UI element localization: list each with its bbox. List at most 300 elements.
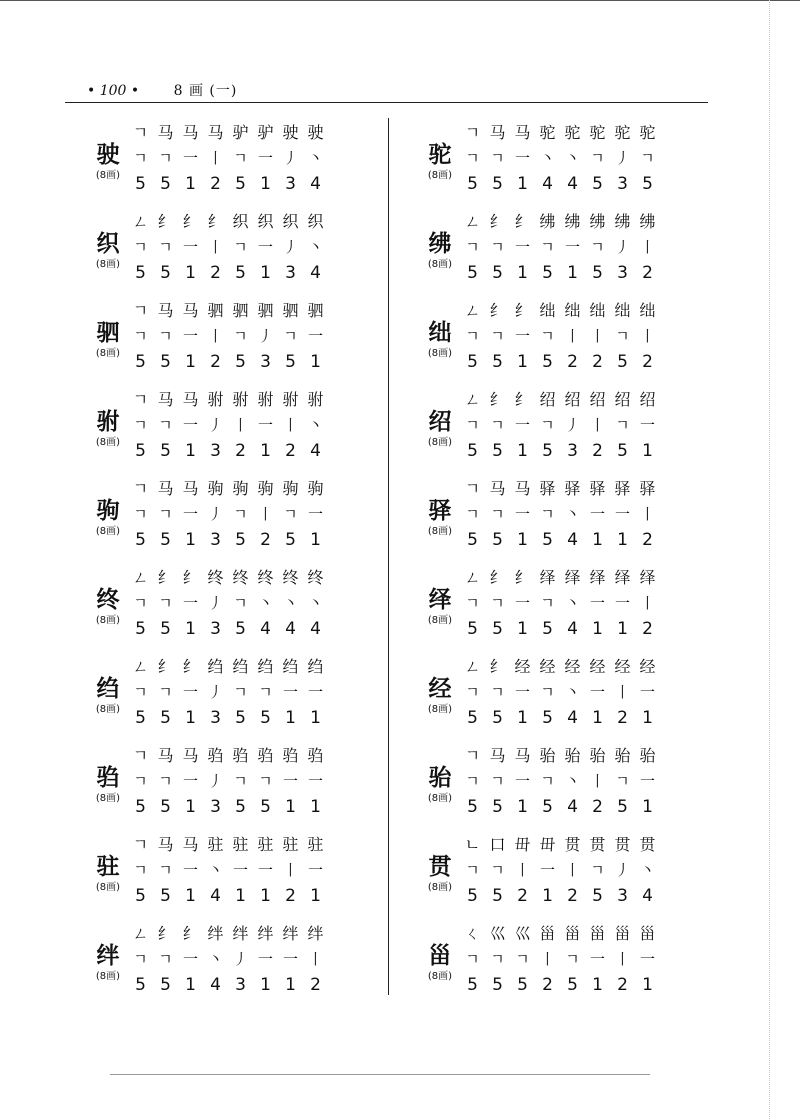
entry-character: 绌 [428, 319, 452, 346]
stroke-code: 5 [467, 174, 478, 194]
stroke-code: 1 [517, 263, 528, 283]
stroke-order-form: ㄥ [132, 568, 149, 587]
strokes-row [460, 680, 660, 704]
stroke-count-label: (8画) [427, 615, 453, 626]
stroke-order-form: 经 [514, 657, 531, 676]
stroke-symbol: 一 [589, 683, 605, 701]
stroke-code: 3 [567, 441, 578, 461]
stroke-symbol: ㄱ [133, 505, 148, 523]
stroke-order-form: 甾 [614, 924, 631, 943]
stroke-order-form: 驹 [207, 479, 224, 498]
stroke-order-form: 绍 [589, 390, 606, 409]
stroke-code: 3 [260, 352, 271, 372]
stroke-code: 5 [235, 530, 246, 550]
stroke-order-form: 驻 [257, 835, 274, 854]
forms-row [128, 565, 328, 591]
stroke-symbol: 丿 [207, 505, 223, 523]
stroke-code: 4 [210, 886, 221, 906]
entry-character: 驺 [96, 764, 120, 791]
stroke-code: 5 [492, 174, 503, 194]
stroke-order-form: 织 [232, 212, 249, 231]
stroke-symbol: ㄱ [133, 149, 148, 167]
stroke-symbol: ㄱ [490, 149, 505, 167]
entry-character: 驻 [96, 853, 120, 880]
stroke-code: 1 [642, 441, 653, 461]
stroke-code: 1 [542, 886, 553, 906]
stroke-symbol: ㄱ [233, 772, 248, 790]
stroke-code: 1 [260, 886, 271, 906]
stroke-symbol: ㄱ [233, 238, 248, 256]
stroke-order-form: 驼 [564, 123, 581, 142]
stroke-order-form: 驿 [564, 479, 581, 498]
stroke-order-form: 驺 [232, 746, 249, 765]
stroke-order-form: 绋 [539, 212, 556, 231]
stroke-count-label: (8画) [95, 704, 121, 715]
stroke-symbol: ㄱ [465, 861, 480, 879]
character-entry [420, 298, 750, 386]
entry-character: 骀 [428, 764, 452, 791]
strokes-row [460, 324, 660, 348]
stroke-order-form: ㄱ [464, 479, 481, 498]
stroke-order-form: 贯 [589, 835, 606, 854]
stroke-symbol: 丨 [589, 416, 605, 434]
stroke-symbol: 一 [639, 416, 655, 434]
stroke-code: 3 [285, 263, 296, 283]
stroke-code: 2 [310, 975, 321, 995]
forms-row [128, 921, 328, 947]
stroke-order-form: 纟 [489, 301, 506, 320]
stroke-code: 5 [160, 708, 171, 728]
stroke-code: 2 [210, 352, 221, 372]
stroke-count-label: (8画) [95, 437, 121, 448]
stroke-order-form: 马 [182, 479, 199, 498]
stroke-symbol: 丨 [639, 505, 655, 523]
stroke-order-form: 驼 [539, 123, 556, 142]
stroke-symbol: ㄱ [233, 327, 248, 345]
stroke-symbol: ㄱ [490, 327, 505, 345]
stroke-code: 1 [642, 797, 653, 817]
stroke-order-form: 绉 [232, 657, 249, 676]
stroke-code: 2 [285, 441, 296, 461]
stroke-code: 4 [567, 708, 578, 728]
stroke-symbol: 丨 [307, 950, 323, 968]
entry-character: 甾 [428, 942, 452, 969]
stroke-code: 5 [235, 797, 246, 817]
stroke-symbol: 一 [589, 505, 605, 523]
stroke-code: 1 [310, 708, 321, 728]
stroke-code: 1 [567, 263, 578, 283]
stroke-symbol: 丨 [639, 327, 655, 345]
stroke-code: 3 [617, 886, 628, 906]
stroke-code: 5 [617, 352, 628, 372]
character-entry [88, 298, 418, 386]
stroke-code: 5 [517, 975, 528, 995]
stroke-code: 1 [260, 975, 271, 995]
stroke-symbol: 一 [514, 594, 530, 612]
stroke-symbol: 一 [589, 594, 605, 612]
stroke-symbol: ㄱ [233, 594, 248, 612]
entry-character: 经 [428, 675, 452, 702]
stroke-code: 1 [642, 708, 653, 728]
codes-row [128, 350, 328, 374]
stroke-order-form: 绍 [639, 390, 656, 409]
stroke-order-form: 驻 [207, 835, 224, 854]
stroke-order-form: 驺 [307, 746, 324, 765]
character-entry [88, 743, 418, 831]
stroke-order-form: 驹 [307, 479, 324, 498]
stroke-code: 1 [592, 708, 603, 728]
stroke-order-form: 绍 [539, 390, 556, 409]
stroke-symbol: ㄱ [490, 505, 505, 523]
stroke-order-form: 纟 [157, 212, 174, 231]
stroke-order-form: 驻 [307, 835, 324, 854]
stroke-order-form: 贯 [614, 835, 631, 854]
forms-row [460, 387, 660, 413]
stroke-symbol: 一 [639, 772, 655, 790]
stroke-count-label: (8画) [427, 170, 453, 181]
stroke-symbol: 丿 [257, 327, 273, 345]
stroke-order-form: 绎 [539, 568, 556, 587]
stroke-order-form: 马 [157, 835, 174, 854]
stroke-order-form: 绉 [307, 657, 324, 676]
stroke-count-label: (8画) [427, 259, 453, 270]
strokes-row [128, 947, 328, 971]
forms-row [128, 832, 328, 858]
stroke-symbol: 丶 [564, 594, 580, 612]
stroke-code: 4 [567, 174, 578, 194]
stroke-symbol: ㄱ [158, 505, 173, 523]
stroke-order-form: ㄱ [132, 479, 149, 498]
character-entry [420, 654, 750, 742]
stroke-code: 5 [235, 263, 246, 283]
stroke-symbol: 丶 [307, 238, 323, 256]
codes-row [460, 528, 660, 552]
stroke-symbol: 丿 [614, 149, 630, 167]
stroke-symbol: ㄱ [465, 327, 480, 345]
stroke-symbol: ㄱ [540, 594, 555, 612]
stroke-code: 5 [260, 797, 271, 817]
stroke-code: 1 [592, 619, 603, 639]
stroke-code: 1 [185, 619, 196, 639]
stroke-code: 4 [567, 530, 578, 550]
stroke-code: 4 [642, 886, 653, 906]
codes-row [128, 795, 328, 819]
stroke-symbol: ㄱ [133, 416, 148, 434]
stroke-symbol: ㄱ [590, 238, 605, 256]
stroke-symbol: 丨 [257, 505, 273, 523]
stroke-code: 1 [517, 797, 528, 817]
stroke-order-form: 绎 [614, 568, 631, 587]
forms-row [128, 298, 328, 324]
forms-row [460, 654, 660, 680]
stroke-code: 4 [260, 619, 271, 639]
strokes-row [128, 146, 328, 170]
stroke-order-form: ㄱ [132, 390, 149, 409]
stroke-code: 5 [542, 708, 553, 728]
stroke-code: 5 [135, 263, 146, 283]
forms-row [460, 209, 660, 235]
stroke-order-form: 巛 [514, 924, 531, 943]
stroke-order-form: ㄑ [464, 924, 481, 943]
stroke-count-label: (8画) [427, 348, 453, 359]
stroke-code: 5 [135, 174, 146, 194]
stroke-symbol: ㄱ [133, 683, 148, 701]
stroke-order-form: 马 [514, 479, 531, 498]
stroke-order-form: 马 [489, 123, 506, 142]
stroke-symbol: ㄱ [133, 861, 148, 879]
character-entry [88, 654, 418, 742]
codes-row [460, 350, 660, 374]
stroke-symbol: 一 [514, 683, 530, 701]
stroke-order-form: ㄥ [464, 568, 481, 587]
stroke-code: 1 [310, 530, 321, 550]
stroke-symbol: 丶 [282, 594, 298, 612]
stroke-code: 1 [260, 263, 271, 283]
forms-row [460, 565, 660, 591]
stroke-symbol: ㄱ [515, 950, 530, 968]
forms-row [460, 832, 660, 858]
stroke-symbol: ㄱ [465, 594, 480, 612]
stroke-code: 2 [642, 352, 653, 372]
stroke-symbol: ㄱ [233, 683, 248, 701]
stroke-order-form: 终 [257, 568, 274, 587]
stroke-symbol: ㄱ [490, 861, 505, 879]
stroke-order-form: 驹 [232, 479, 249, 498]
stroke-code: 5 [542, 797, 553, 817]
forms-row [460, 476, 660, 502]
stroke-code: 1 [517, 530, 528, 550]
stroke-code: 1 [185, 708, 196, 728]
stroke-order-form: ㄥ [132, 212, 149, 231]
stroke-order-form: 甾 [639, 924, 656, 943]
stroke-code: 1 [517, 619, 528, 639]
stroke-symbol: 丶 [307, 594, 323, 612]
codes-row [128, 884, 328, 908]
entry-character: 绍 [428, 408, 452, 435]
stroke-code: 4 [285, 619, 296, 639]
stroke-symbol: 丿 [207, 594, 223, 612]
stroke-code: 5 [135, 352, 146, 372]
stroke-order-form: 终 [232, 568, 249, 587]
stroke-code: 4 [567, 797, 578, 817]
stroke-order-form: 骀 [639, 746, 656, 765]
stroke-order-form: 纟 [489, 657, 506, 676]
stroke-symbol: 丶 [207, 950, 223, 968]
stroke-symbol: 一 [307, 683, 323, 701]
stroke-code: 1 [517, 708, 528, 728]
stroke-symbol: ㄱ [158, 772, 173, 790]
stroke-symbol: ㄱ [590, 149, 605, 167]
stroke-order-form: 绊 [207, 924, 224, 943]
stroke-order-form: 甾 [539, 924, 556, 943]
stroke-order-form: 驻 [232, 835, 249, 854]
stroke-order-form: 纟 [182, 212, 199, 231]
stroke-code: 5 [542, 530, 553, 550]
stroke-code: 5 [160, 441, 171, 461]
stroke-code: 5 [235, 174, 246, 194]
stroke-symbol: 丶 [564, 772, 580, 790]
stroke-code: 2 [542, 975, 553, 995]
stroke-symbol: 丨 [564, 327, 580, 345]
stroke-symbol: 一 [514, 772, 530, 790]
stroke-order-form: ㄥ [132, 924, 149, 943]
stroke-code: 1 [592, 975, 603, 995]
stroke-count-label: (8画) [427, 526, 453, 537]
stroke-code: 1 [310, 797, 321, 817]
stroke-order-form: 驷 [232, 301, 249, 320]
stroke-code: 5 [135, 530, 146, 550]
stroke-symbol: 丨 [589, 772, 605, 790]
stroke-order-form: 驷 [307, 301, 324, 320]
character-entry [88, 476, 418, 564]
stroke-count-label: (8画) [427, 437, 453, 448]
stroke-code: 5 [592, 886, 603, 906]
stroke-symbol: ㄱ [465, 505, 480, 523]
stroke-code: 3 [210, 708, 221, 728]
stroke-code: 1 [185, 886, 196, 906]
stroke-symbol: ㄱ [465, 416, 480, 434]
forms-row [460, 120, 660, 146]
codes-row [128, 439, 328, 463]
stroke-code: 5 [492, 797, 503, 817]
character-entry [420, 565, 750, 653]
stroke-symbol: 丶 [564, 149, 580, 167]
stroke-symbol: 丿 [614, 238, 630, 256]
stroke-order-form: 马 [182, 835, 199, 854]
stroke-symbol: ㄱ [490, 950, 505, 968]
stroke-symbol: 一 [614, 594, 630, 612]
stroke-symbol: ㄱ [615, 416, 630, 434]
strokes-row [460, 502, 660, 526]
stroke-symbol: ㄱ [283, 505, 298, 523]
stroke-code: 3 [210, 530, 221, 550]
stroke-symbol: ㄱ [258, 683, 273, 701]
stroke-order-form: ㄱ [132, 835, 149, 854]
entry-character: 绉 [96, 675, 120, 702]
stroke-code: 2 [592, 441, 603, 461]
stroke-order-form: 口 [489, 835, 506, 854]
stroke-symbol: 一 [182, 149, 198, 167]
stroke-order-form: 纟 [514, 212, 531, 231]
strokes-row [460, 769, 660, 793]
strokes-row [460, 413, 660, 437]
stroke-code: 2 [642, 530, 653, 550]
stroke-order-form: 驿 [639, 479, 656, 498]
stroke-code: 1 [285, 708, 296, 728]
stroke-order-form: 绎 [564, 568, 581, 587]
stroke-order-form: 纟 [157, 657, 174, 676]
forms-row [460, 921, 660, 947]
entry-character: 驼 [428, 141, 452, 168]
stroke-order-form: 驺 [282, 746, 299, 765]
stroke-code: 5 [492, 352, 503, 372]
stroke-symbol: 一 [182, 327, 198, 345]
stroke-code: 4 [310, 174, 321, 194]
stroke-order-form: 经 [639, 657, 656, 676]
stroke-order-form: ㄴ [464, 835, 481, 854]
stroke-code: 3 [285, 174, 296, 194]
stroke-order-form: 绊 [257, 924, 274, 943]
stroke-symbol: 一 [514, 327, 530, 345]
stroke-code: 2 [617, 975, 628, 995]
stroke-count-label: (8画) [95, 526, 121, 537]
stroke-symbol: ㄱ [465, 238, 480, 256]
stroke-code: 2 [285, 886, 296, 906]
stroke-order-form: 绊 [282, 924, 299, 943]
entry-character: 绊 [96, 942, 120, 969]
stroke-order-form: 驶 [282, 123, 299, 142]
stroke-code: 1 [185, 263, 196, 283]
stroke-code: 1 [185, 530, 196, 550]
stroke-symbol: 一 [257, 238, 273, 256]
character-entry [88, 921, 418, 1009]
stroke-code: 5 [260, 708, 271, 728]
stroke-symbol: 一 [182, 772, 198, 790]
stroke-order-form: ㄱ [132, 123, 149, 142]
stroke-symbol: ㄱ [465, 772, 480, 790]
stroke-symbol: 一 [282, 683, 298, 701]
stroke-order-form: 绎 [589, 568, 606, 587]
stroke-code: 5 [135, 886, 146, 906]
stroke-symbol: ㄱ [158, 861, 173, 879]
codes-row [128, 528, 328, 552]
stroke-order-form: 纟 [182, 924, 199, 943]
stroke-symbol: ㄱ [615, 772, 630, 790]
stroke-order-form: 纟 [489, 568, 506, 587]
character-entry [420, 476, 750, 564]
character-entry [88, 832, 418, 920]
stroke-symbol: 丿 [564, 416, 580, 434]
stroke-symbol: ㄱ [565, 950, 580, 968]
page-number: • 100 • [87, 83, 140, 99]
stroke-code: 3 [235, 975, 246, 995]
stroke-code: 1 [642, 975, 653, 995]
stroke-order-form: 驻 [282, 835, 299, 854]
stroke-symbol: 一 [307, 327, 323, 345]
strokes-row [460, 235, 660, 259]
stroke-symbol: 丿 [207, 683, 223, 701]
stroke-symbol: 一 [282, 772, 298, 790]
stroke-order-form: 绎 [639, 568, 656, 587]
stroke-order-form: 驹 [282, 479, 299, 498]
stroke-symbol: ㄱ [233, 505, 248, 523]
stroke-symbol: ㄱ [283, 327, 298, 345]
stroke-code: 4 [310, 263, 321, 283]
stroke-code: 2 [617, 708, 628, 728]
stroke-symbol: 丨 [539, 950, 555, 968]
stroke-symbol: ㄱ [490, 594, 505, 612]
entry-character: 驹 [96, 497, 120, 524]
stroke-symbol: ㄱ [158, 238, 173, 256]
stroke-symbol: 一 [257, 149, 273, 167]
stroke-order-form: 驿 [614, 479, 631, 498]
stroke-order-form: 马 [157, 479, 174, 498]
stroke-order-form: ㄱ [464, 746, 481, 765]
stroke-order-form: 绌 [639, 301, 656, 320]
strokes-row [128, 235, 328, 259]
entry-character: 绋 [428, 230, 452, 257]
stroke-symbol: ㄱ [540, 683, 555, 701]
stroke-order-form: 绉 [257, 657, 274, 676]
stroke-symbol: 丨 [514, 861, 530, 879]
stroke-order-form: 驹 [257, 479, 274, 498]
stroke-symbol: 丨 [589, 327, 605, 345]
stroke-order-form: 马 [182, 301, 199, 320]
stroke-symbol: 一 [257, 861, 273, 879]
stroke-symbol: ㄱ [540, 238, 555, 256]
stroke-code: 5 [617, 797, 628, 817]
stroke-order-form: 驼 [589, 123, 606, 142]
